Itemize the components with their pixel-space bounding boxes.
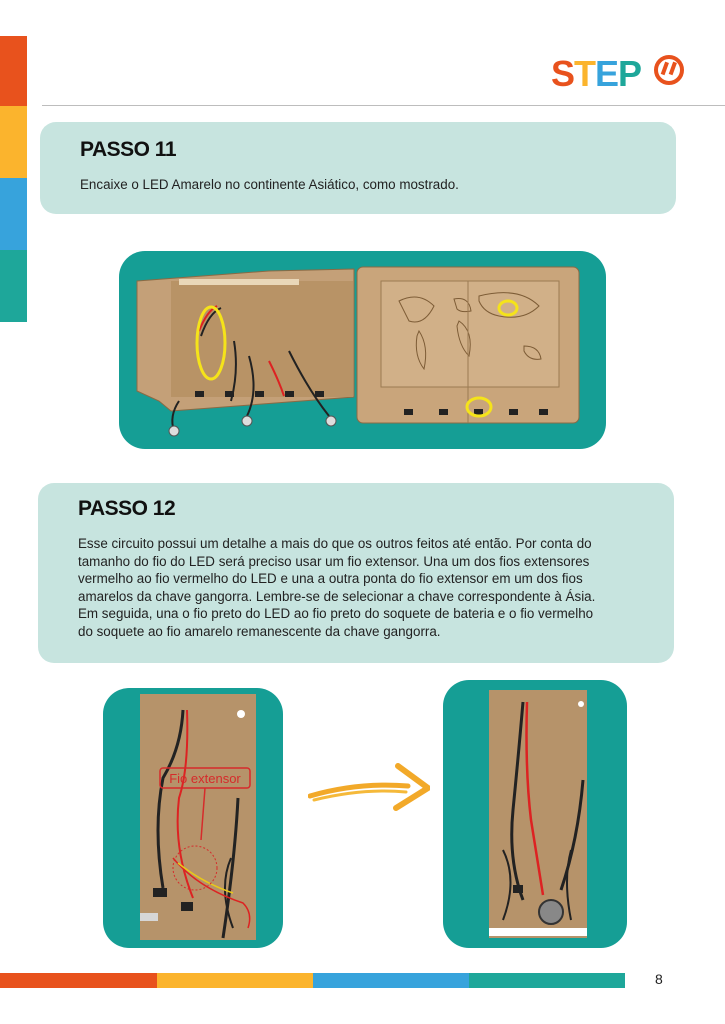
side-strip-teal xyxy=(0,250,27,322)
logo-letter: E xyxy=(595,53,619,94)
step-12-photo-after xyxy=(443,680,627,948)
step-11-photo xyxy=(119,251,606,449)
header-divider xyxy=(42,105,725,106)
logo-badge-icon xyxy=(656,57,682,83)
fio-extensor-label: Fio extensor xyxy=(169,771,241,786)
step-12-text: Esse circuito possui um detalhe a mais do que os outros feitos até então. Por conta do tamanho do fio do LED será preciso usar um fio extensor. Una um dos fios extensores vermelho ao fio vermelho do LED e una a outra ponta do fio extensor em um dos fios amarelos da chave gangorra. Lembre-se de selecionar a chave correspondente à Ásia. Em seguida, una o fio preto do LED ao fio preto do soquete de bateria e o fio vermelho do soquete ao fio amarelo remanescente da chave gangorra. xyxy=(78,536,596,639)
logo-letter: T xyxy=(574,53,596,94)
step-11-text: Encaixe o LED Amarelo no continente Asiático, como mostrado. xyxy=(80,177,459,192)
bottom-strip-blue xyxy=(313,973,469,988)
bottom-strip-yellow xyxy=(157,973,313,988)
step-12-title: PASSO 12 xyxy=(78,497,176,520)
arrow-right-icon xyxy=(308,762,430,812)
logo-text xyxy=(551,53,641,94)
step-11-title: PASSO 11 xyxy=(80,138,176,161)
side-strip-yellow xyxy=(0,106,27,178)
logo-letter: P xyxy=(618,53,642,94)
after-wiring-illustration xyxy=(443,680,627,948)
step-11-card xyxy=(40,122,676,214)
bottom-strip-orange xyxy=(0,973,157,988)
side-strip-blue xyxy=(0,178,27,250)
side-strip-orange xyxy=(0,36,27,106)
step-logo xyxy=(551,50,685,94)
step-12-photo-before xyxy=(103,688,283,948)
bottom-strip-teal xyxy=(469,973,625,988)
step-12-card xyxy=(38,483,674,663)
step-11-illustration xyxy=(119,251,606,449)
page-number: 8 xyxy=(655,971,663,987)
before-wiring-illustration xyxy=(103,688,283,948)
logo-letter: S xyxy=(551,53,575,94)
